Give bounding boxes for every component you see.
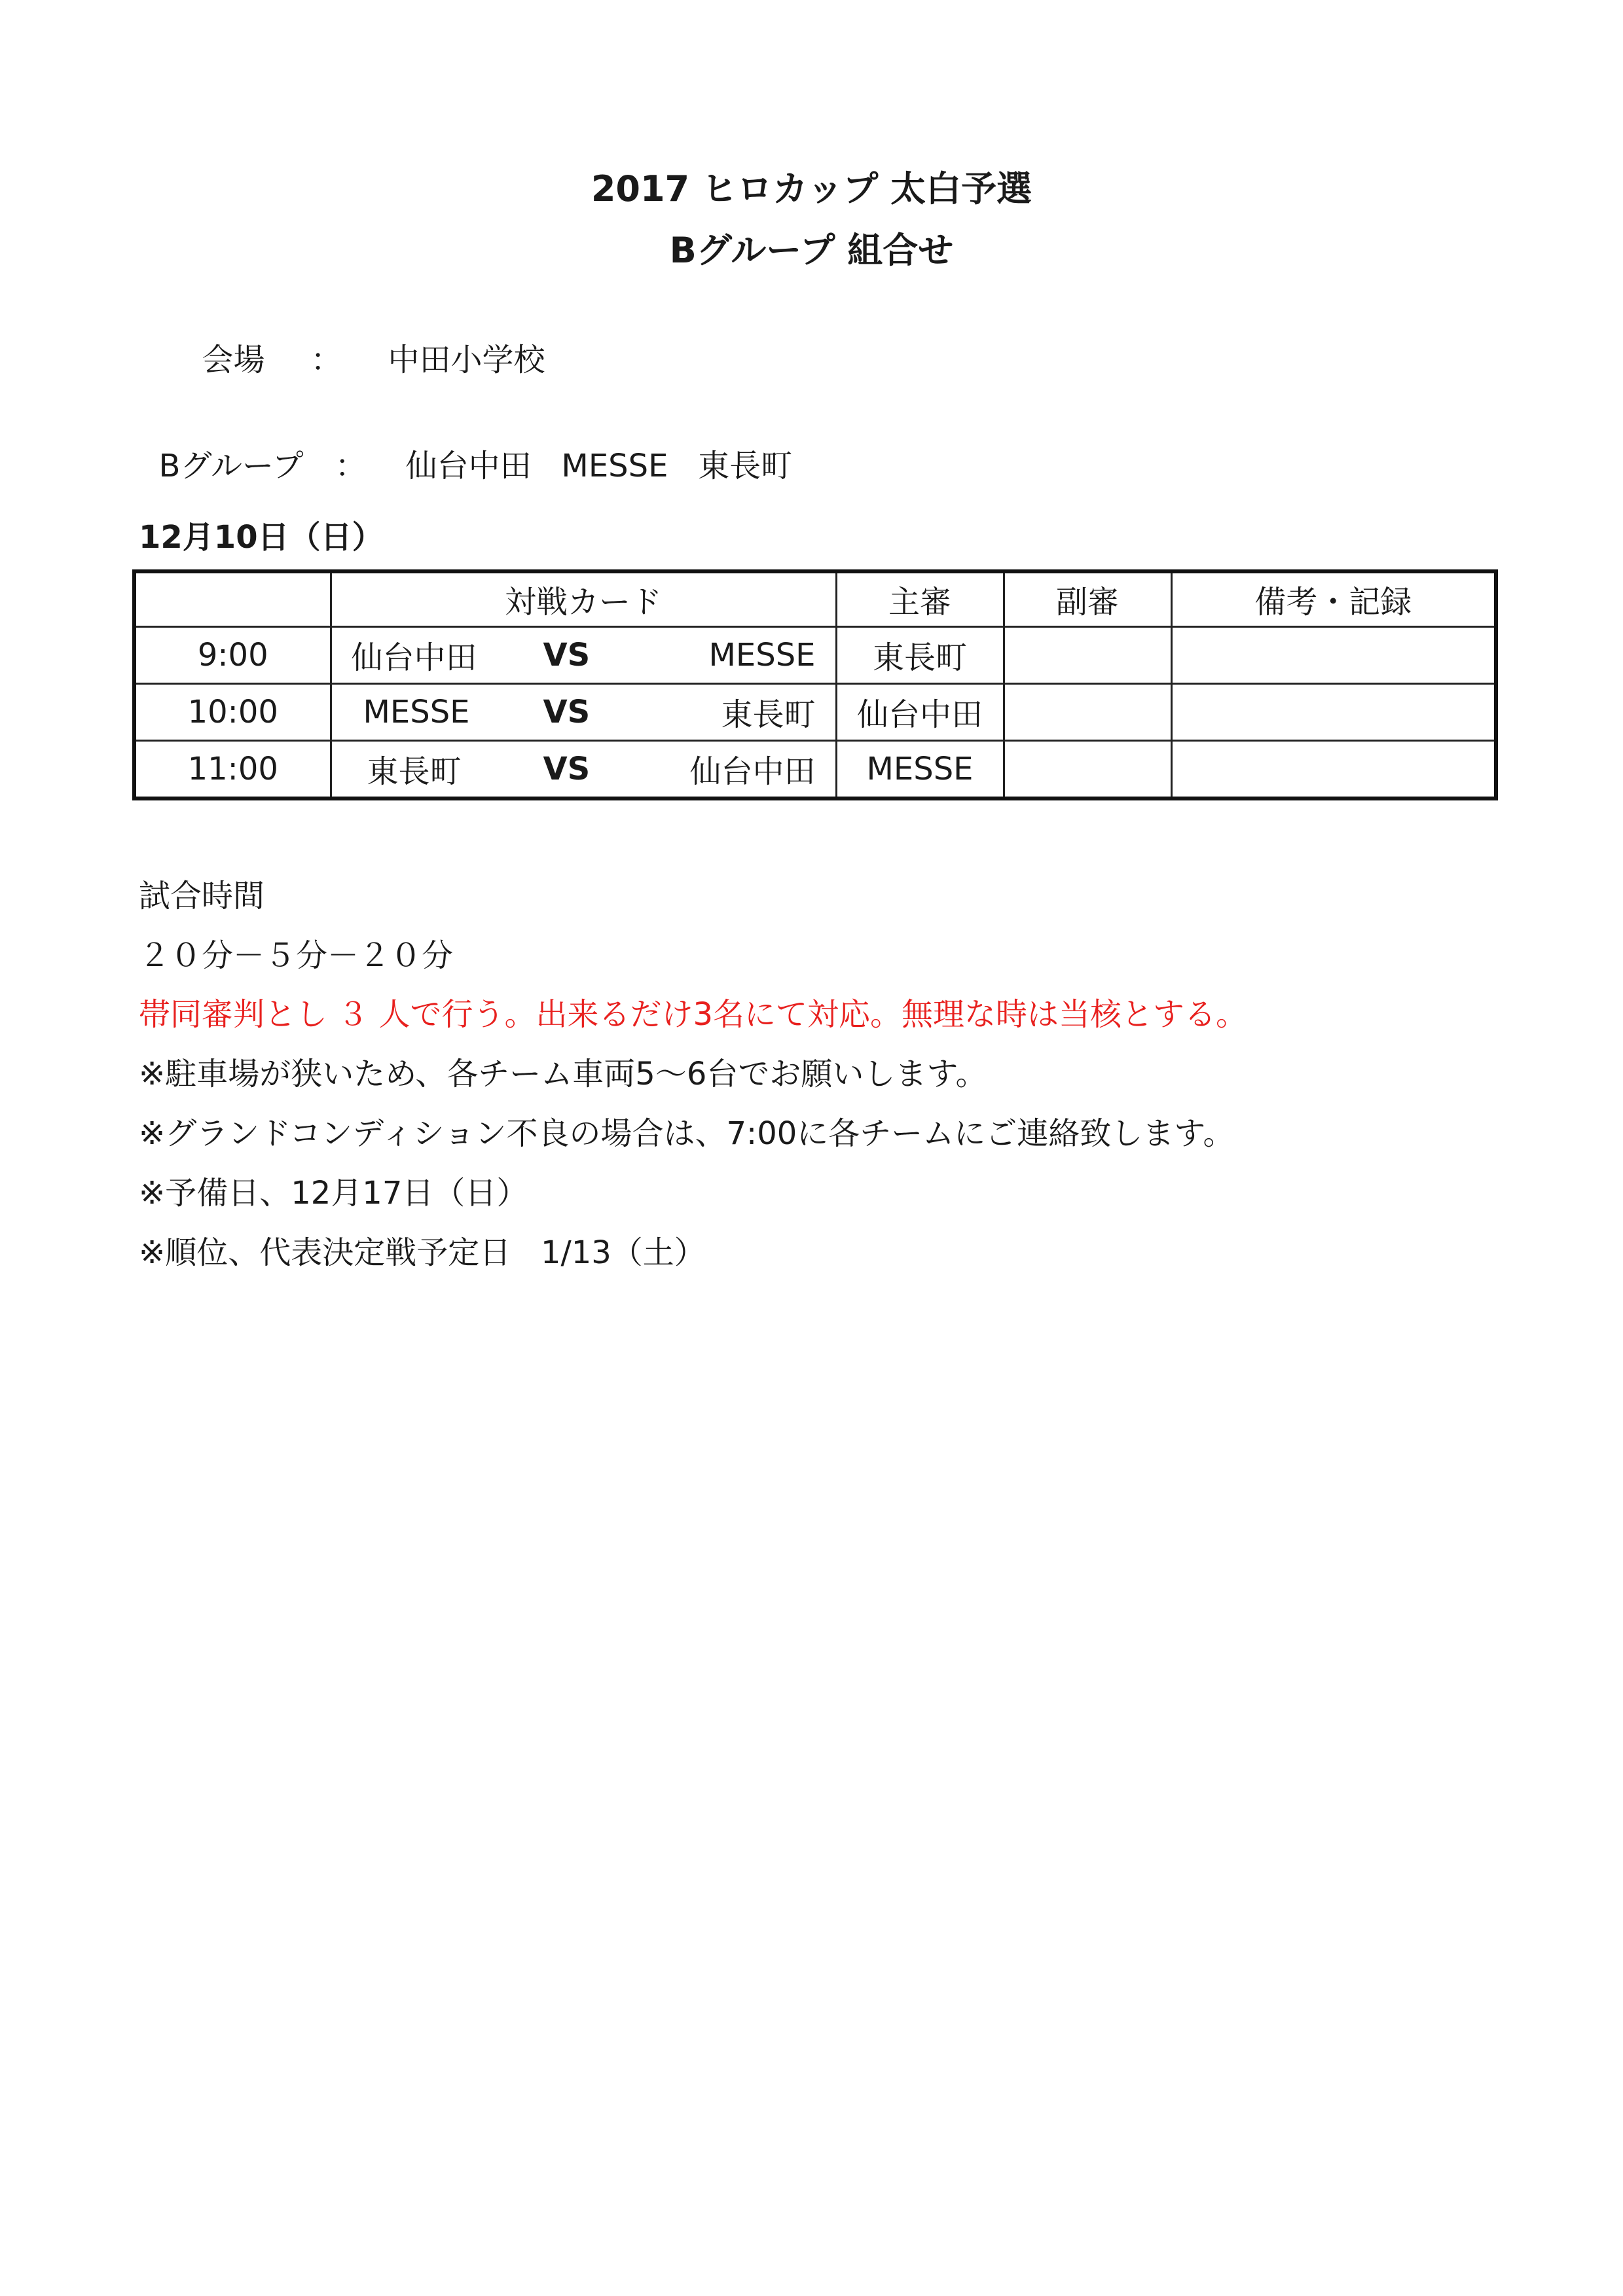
- venue-line: [182, 313, 545, 376]
- note-referee: 帯同審判とし ３ 人で行う。出来るだけ3名にて対応。無理な時は当核とする。: [139, 996, 1248, 1033]
- match-schedule-table: [132, 569, 1498, 800]
- group-line: [139, 419, 792, 482]
- match-time: 10:00: [134, 683, 331, 740]
- note-reserve-day: ※予備日、12月17日（日）: [139, 1175, 528, 1211]
- group-separator: ：: [335, 448, 367, 484]
- home-team: MESSE: [363, 693, 470, 730]
- matchup-cell: [331, 626, 836, 683]
- referee-cell: 仙台中田: [836, 683, 1004, 740]
- vs-label: VS: [543, 750, 591, 787]
- venue-label: 会場: [202, 342, 265, 378]
- match-time-value: ２０分－５分－２０分: [139, 937, 454, 974]
- note-ranking-final: ※順位、代表決定戦予定日 1/13（土）: [139, 1234, 706, 1271]
- notes-cell: [1171, 740, 1496, 798]
- group-teams: 仙台中田 MESSE 東長町: [405, 448, 793, 484]
- notes-cell: [1171, 683, 1496, 740]
- matchup-cell: [331, 683, 836, 740]
- assistant-cell: [1004, 740, 1171, 798]
- vs-label: VS: [543, 693, 591, 730]
- page-subtitle: Bグループ 組合せ: [669, 230, 954, 271]
- header-notes: 備考・記録: [1171, 571, 1496, 626]
- home-team: 東長町: [367, 753, 462, 790]
- away-team: 東長町: [721, 696, 816, 733]
- referee-cell: MESSE: [836, 740, 1004, 798]
- notes-cell: [1171, 626, 1496, 683]
- venue-value: 中田小学校: [388, 342, 545, 378]
- match-time: 9:00: [134, 626, 331, 683]
- match-time: 11:00: [134, 740, 331, 798]
- table-row: [134, 683, 1496, 740]
- note-ground-condition: ※グランドコンディション不良の場合は、7:00に各チームにご連絡致します。: [139, 1115, 1235, 1152]
- header-assistant: 副審: [1004, 571, 1171, 626]
- header-referee: 主審: [836, 571, 1004, 626]
- vs-label: VS: [543, 636, 591, 673]
- away-team: 仙台中田: [689, 753, 816, 790]
- group-label: Bグループ: [158, 448, 304, 484]
- venue-separator: ：: [310, 342, 342, 378]
- assistant-cell: [1004, 626, 1171, 683]
- home-team: 仙台中田: [351, 639, 477, 676]
- table-header-row: [134, 571, 1496, 626]
- match-time-label: 試合時間: [139, 878, 265, 914]
- table-row: [134, 626, 1496, 683]
- note-parking: ※駐車場が狭いため、各チーム車両5～6台でお願いします。: [139, 1056, 987, 1092]
- away-team: MESSE: [708, 636, 816, 673]
- assistant-cell: [1004, 683, 1171, 740]
- page-title: 2017 ヒロカップ 太白予選: [591, 168, 1032, 209]
- header-time: [134, 571, 331, 626]
- matchup-cell: [331, 740, 836, 798]
- date-heading: 12月10日（日）: [139, 519, 384, 556]
- referee-cell: 東長町: [836, 626, 1004, 683]
- table-row: [134, 740, 1496, 798]
- header-matchup: 対戦カード: [331, 571, 836, 626]
